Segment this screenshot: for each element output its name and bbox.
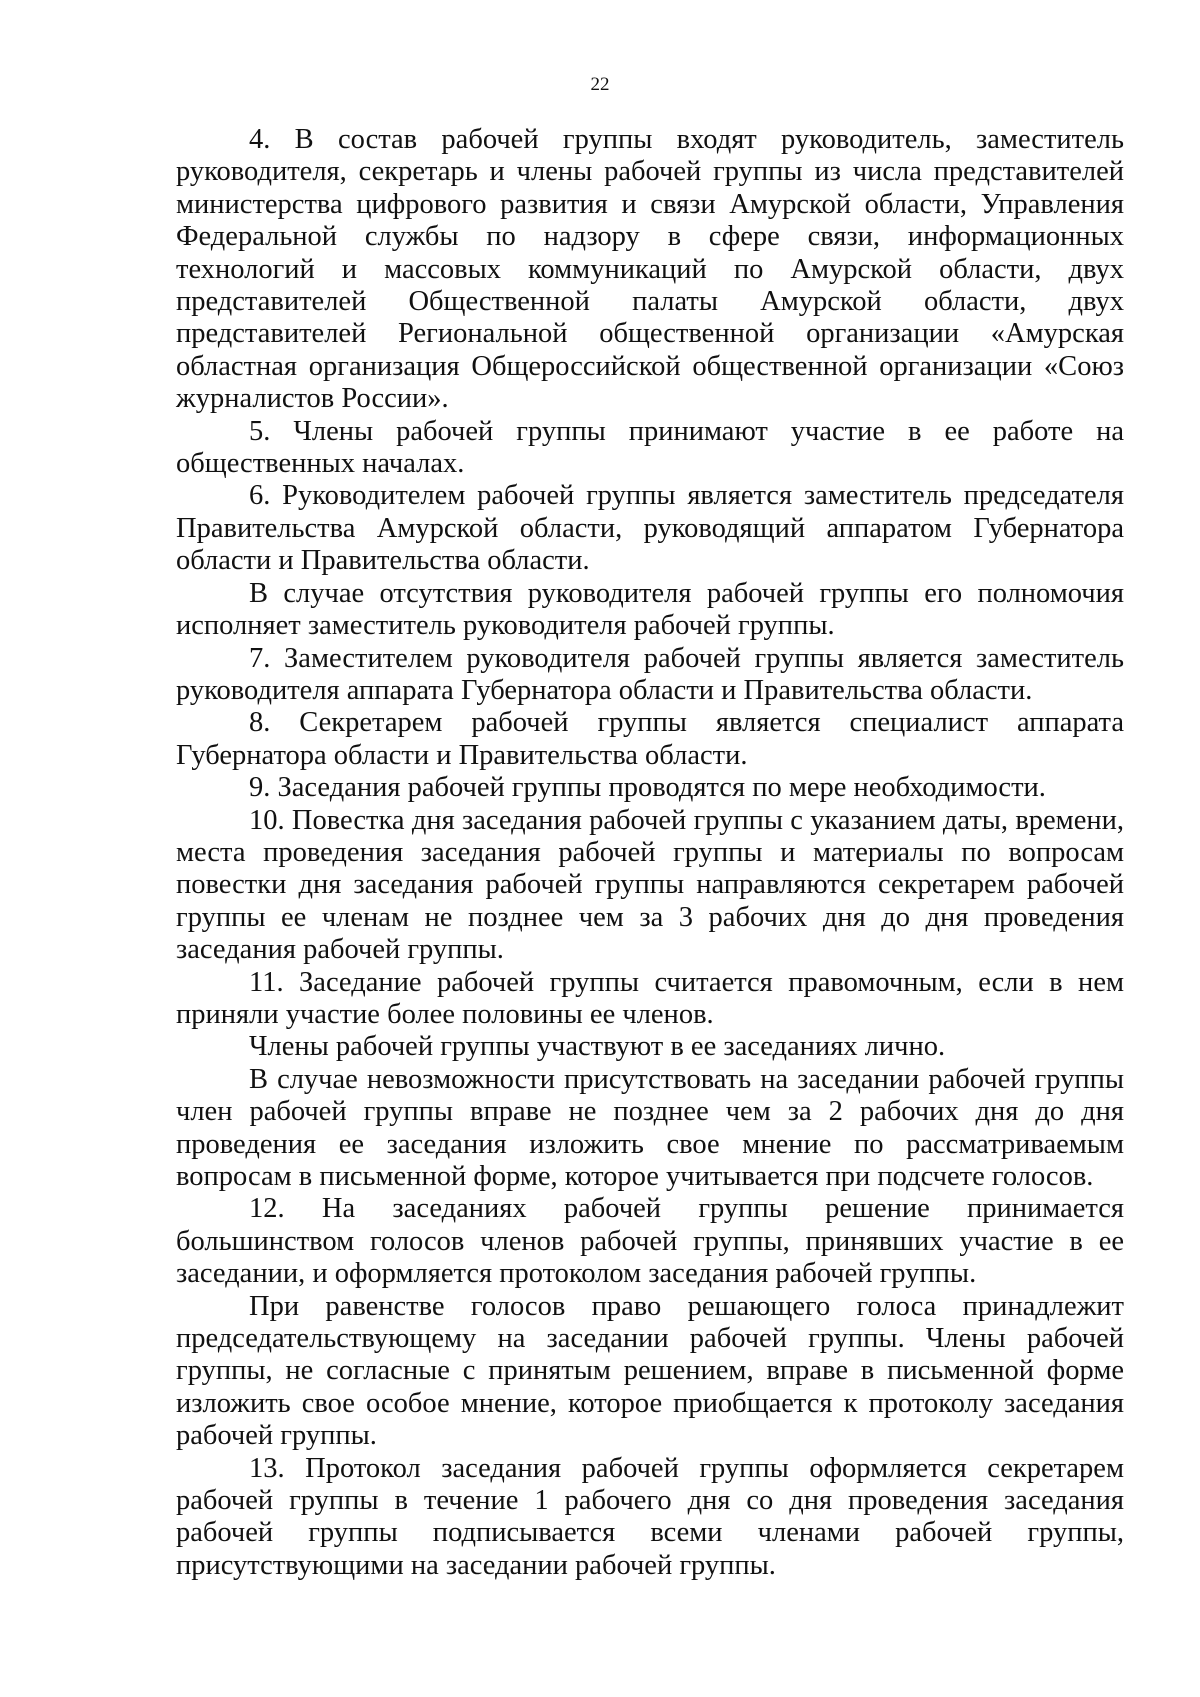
paragraph-6-head: 6. Руководителем рабочей группы является заместитель председателя Правительства Амурской области, руководящий аппаратом Губернатора области и Правительства области.: [176, 480, 1124, 577]
paragraph-6-absence: В случае отсутствия руководителя рабочей группы его полномочия исполняет заместитель руководителя рабочей группы.: [176, 577, 1124, 642]
paragraph-11-written-opinion: В случае невозможности присутствовать на заседании рабочей группы член рабочей группы вправе не позднее чем за 2 рабочих дня до дня проведения ее заседания изложить свое мнение по рассматриваемым вопросам в письменной форме, которое учитывается при подсчете голосов.: [176, 1063, 1124, 1192]
paragraph-9-meetings: 9. Заседания рабочей группы проводятся по мере необходимости.: [249, 772, 1046, 804]
paragraph-13-protocol: 13. Протокол заседания рабочей группы оформляется секретарем рабочей группы в течение 1 рабочего дня со дня проведения заседания рабочей группы подписывается всеми членами рабочей группы, присутствующими на заседании рабочей группы.: [176, 1452, 1124, 1581]
paragraph-8-secretary: 8. Секретарем рабочей группы является специалист аппарата Губернатора области и Правительства области.: [176, 707, 1124, 771]
paragraph-10-agenda: 10. Повестка дня заседания рабочей группы с указанием даты, времени, места проведения заседания рабочей группы и материалы по вопросам повестки дня заседания рабочей группы направляются секретарем рабочей группы ее членам не позднее чем за 3 рабочих дня до дня проведения заседания рабочей группы.: [176, 804, 1124, 966]
paragraph-11-quorum: 11. Заседание рабочей группы считается правомочным, если в нем приняли участие более половины ее членов.: [176, 966, 1124, 1030]
paragraph-5-volunteer-basis: 5. Члены рабочей группы принимают участие в ее работе на общественных началах.: [176, 415, 1124, 480]
paragraph-7-deputy: 7. Заместителем руководителя рабочей группы является заместитель руководителя аппарата Губернатора области и Правительства области.: [176, 642, 1124, 706]
document-body: [176, 124, 1124, 1582]
paragraph-4-composition: 4. В состав рабочей группы входят руководитель, заместитель руководителя, секретарь и члены рабочей группы из числа представителей министерства цифрового развития и связи Амурской области, Управления Федеральной службы по надзору в сфере связи, информационных технологий и массовых коммуникаций по Амурской области, двух представителей Общественной палаты Амурской области, двух представителей Региональной общественной организации «Амурская областная организация Общероссийской общественной организации «Союз журналистов России».: [176, 124, 1124, 415]
page-number: 22: [590, 74, 610, 95]
paragraph-12-decisions: 12. На заседаниях рабочей группы решение принимается большинством голосов членов рабочей группы, принявших участие в ее заседании, и оформляется протоколом заседания рабочей группы.: [176, 1193, 1124, 1290]
paragraph-12-tie-vote: При равенстве голосов право решающего голоса принадлежит председательствующему на заседании рабочей группы. Члены рабочей группы, не согласные с принятым решением, вправе в письменной форме изложить свое особое мнение, которое приобщается к протоколу заседания рабочей группы.: [176, 1290, 1124, 1452]
paragraph-11-personal-attendance: Члены рабочей группы участвуют в ее заседаниях лично.: [249, 1031, 946, 1063]
